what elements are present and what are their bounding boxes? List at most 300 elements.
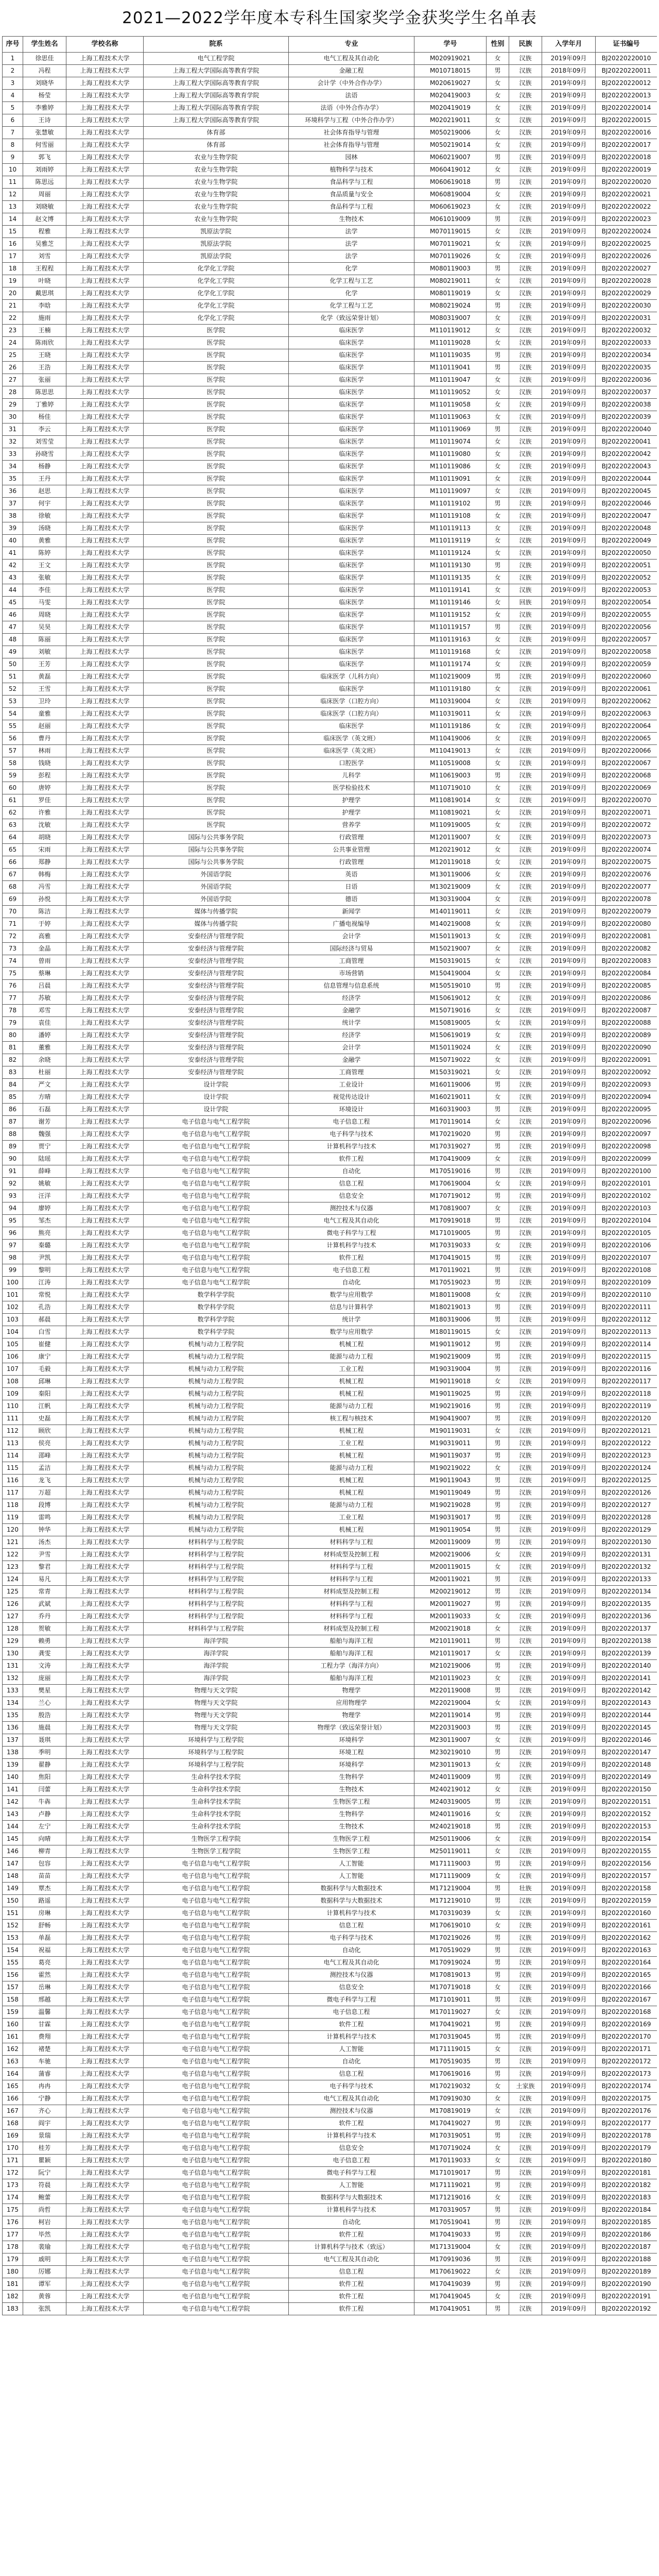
cell-major: 物理学: [289, 1685, 414, 1697]
cell-ethnicity: 汉族: [509, 683, 542, 696]
cell-school: 上海工程技术大学: [66, 1858, 144, 1870]
cell-department: 安泰经济与管理学院: [144, 1066, 289, 1079]
cell-department: 安泰经济与管理学院: [144, 1042, 289, 1054]
table-row: [3, 535, 657, 547]
cell-name: 赵文博: [23, 213, 66, 226]
cell-department: 医学院: [144, 349, 289, 362]
cell-name: 闫蕾: [23, 1784, 66, 1796]
cell-school: 上海工程技术大学: [66, 1487, 144, 1499]
cell-cert-no: BJ20220220145: [596, 1722, 657, 1734]
cell-department: 生命科学技术学院: [144, 1821, 289, 1833]
cell-student-id: M110119135: [414, 572, 487, 584]
cell-no: 147: [3, 1858, 23, 1870]
cell-major: 临床医学（英文班）: [289, 733, 414, 745]
cell-school: 上海工程技术大学: [66, 1079, 144, 1091]
cell-cert-no: BJ20220220100: [596, 1165, 657, 1178]
cell-no: 5: [3, 102, 23, 114]
cell-cert-no: BJ20220220143: [596, 1697, 657, 1709]
cell-major: 人工智能: [289, 2043, 414, 2056]
cell-cert-no: BJ20220220039: [596, 411, 657, 423]
cell-enroll-date: 2019年09月: [542, 1079, 596, 1091]
cell-student-id: M171119015: [414, 2043, 487, 2056]
cell-student-id: M170219026: [414, 1932, 487, 1944]
table-row: [3, 1388, 657, 1400]
table-row: [3, 1858, 657, 1870]
cell-department: 电子信息与电气工程学院: [144, 2204, 289, 2216]
cell-student-id: M170519029: [414, 1944, 487, 1957]
cell-enroll-date: 2019年09月: [542, 1969, 596, 1981]
cell-no: 58: [3, 757, 23, 770]
cell-department: 安泰经济与管理学院: [144, 968, 289, 980]
cell-department: 数学科学学院: [144, 1301, 289, 1314]
cell-cert-no: BJ20220220121: [596, 1425, 657, 1437]
cell-gender: 男: [487, 1499, 509, 1512]
cell-enroll-date: 2019年09月: [542, 1005, 596, 1017]
cell-no: 116: [3, 1475, 23, 1487]
cell-ethnicity: 汉族: [509, 1512, 542, 1524]
cell-major: 临床医学: [289, 349, 414, 362]
cell-cert-no: BJ20220220075: [596, 856, 657, 869]
cell-enroll-date: 2019年09月: [542, 2303, 596, 2315]
cell-major: 电气工程及其自动化: [289, 1957, 414, 1969]
table-row: [3, 943, 657, 955]
cell-student-id: M120119007: [414, 832, 487, 844]
cell-major: 计算机科学与技术: [289, 1240, 414, 1252]
cell-school: 上海工程技术大学: [66, 436, 144, 448]
cell-cert-no: BJ20220220158: [596, 1883, 657, 1895]
cell-no: 74: [3, 955, 23, 968]
cell-enroll-date: 2019年09月: [542, 386, 596, 399]
cell-ethnicity: 汉族: [509, 287, 542, 300]
cell-gender: 女: [487, 807, 509, 819]
cell-enroll-date: 2019年09月: [542, 151, 596, 164]
cell-student-id: M150819005: [414, 1017, 487, 1029]
cell-no: 181: [3, 2278, 23, 2291]
cell-department: 电子信息与电气工程学院: [144, 1858, 289, 1870]
header-gender: 性别: [487, 37, 509, 53]
cell-department: 医学院: [144, 485, 289, 498]
cell-name: 冯雪: [23, 881, 66, 893]
cell-school: 上海工程技术大学: [66, 2068, 144, 2080]
cell-school: 上海工程技术大学: [66, 362, 144, 374]
table-row: [3, 794, 657, 807]
cell-cert-no: BJ20220220018: [596, 151, 657, 164]
cell-department: 物理与天文学院: [144, 1685, 289, 1697]
cell-student-id: M110119152: [414, 609, 487, 621]
cell-school: 上海工程技术大学: [66, 733, 144, 745]
cell-cert-no: BJ20220220046: [596, 498, 657, 510]
cell-gender: 男: [487, 1450, 509, 1462]
cell-student-id: M020219011: [414, 114, 487, 127]
cell-enroll-date: 2019年09月: [542, 399, 596, 411]
cell-cert-no: BJ20220220187: [596, 2241, 657, 2253]
cell-department: 医学院: [144, 399, 289, 411]
cell-gender: 男: [487, 2019, 509, 2031]
cell-student-id: M180319006: [414, 1314, 487, 1326]
cell-ethnicity: 汉族: [509, 1289, 542, 1301]
table-row: [3, 1017, 657, 1029]
cell-major: 电子科学与技术: [289, 2080, 414, 2093]
cell-major: 临床医学: [289, 498, 414, 510]
cell-no: 100: [3, 1277, 23, 1289]
cell-student-id: M020419003: [414, 90, 487, 102]
table-row: [3, 1623, 657, 1635]
cell-no: 166: [3, 2093, 23, 2105]
cell-department: 电子信息与电气工程学院: [144, 1969, 289, 1981]
cell-gender: 男: [487, 2117, 509, 2130]
cell-school: 上海工程技术大学: [66, 1573, 144, 1586]
table-row: [3, 597, 657, 609]
cell-cert-no: BJ20220220123: [596, 1450, 657, 1462]
cell-name: 汤晓: [23, 522, 66, 535]
cell-gender: 女: [487, 658, 509, 671]
cell-gender: 男: [487, 151, 509, 164]
cell-enroll-date: 2019年09月: [542, 510, 596, 522]
cell-cert-no: BJ20220220080: [596, 918, 657, 930]
table-row: [3, 448, 657, 461]
cell-enroll-date: 2019年09月: [542, 1252, 596, 1264]
table-row: [3, 325, 657, 337]
cell-gender: 女: [487, 1697, 509, 1709]
cell-enroll-date: 2019年09月: [542, 646, 596, 658]
cell-cert-no: BJ20220220109: [596, 1277, 657, 1289]
cell-department: 安泰经济与管理学院: [144, 992, 289, 1005]
cell-name: 丁雅婷: [23, 399, 66, 411]
cell-cert-no: BJ20220220052: [596, 572, 657, 584]
cell-enroll-date: 2019年09月: [542, 1845, 596, 1858]
cell-enroll-date: 2019年09月: [542, 2130, 596, 2142]
cell-enroll-date: 2019年09月: [542, 2031, 596, 2043]
cell-school: 上海工程技术大学: [66, 930, 144, 943]
cell-department: 电子信息与电气工程学院: [144, 1240, 289, 1252]
cell-ethnicity: 汉族: [509, 1697, 542, 1709]
cell-gender: 男: [487, 1747, 509, 1759]
cell-name: 周丽: [23, 189, 66, 201]
cell-department: 机械与动力工程学院: [144, 1462, 289, 1475]
cell-major: 自动化: [289, 2216, 414, 2229]
cell-department: 电子信息与电气工程学院: [144, 2043, 289, 2056]
cell-no: 76: [3, 980, 23, 992]
cell-enroll-date: 2019年09月: [542, 411, 596, 423]
cell-ethnicity: 汉族: [509, 2142, 542, 2155]
cell-student-id: M180119008: [414, 1289, 487, 1301]
cell-student-id: M190319017: [414, 1512, 487, 1524]
cell-major: 船舶与海洋工程: [289, 1648, 414, 1660]
cell-major: 电子信息工程: [289, 1116, 414, 1128]
cell-name: 汤杰: [23, 1536, 66, 1549]
cell-department: 安泰经济与管理学院: [144, 930, 289, 943]
cell-student-id: M230219010: [414, 1747, 487, 1759]
cell-name: 左宁: [23, 1821, 66, 1833]
cell-ethnicity: 汉族: [509, 1153, 542, 1165]
cell-student-id: M140119011: [414, 906, 487, 918]
cell-no: 163: [3, 2056, 23, 2068]
cell-ethnicity: 汉族: [509, 1029, 542, 1042]
cell-gender: 男: [487, 1190, 509, 1202]
table-row: [3, 1722, 657, 1734]
cell-ethnicity: 汉族: [509, 176, 542, 189]
cell-no: 167: [3, 2105, 23, 2117]
cell-gender: 女: [487, 238, 509, 250]
cell-major: 计算机科学与技术: [289, 2204, 414, 2216]
cell-student-id: M171019005: [414, 1227, 487, 1240]
cell-major: 自动化: [289, 1277, 414, 1289]
cell-no: 164: [3, 2068, 23, 2080]
cell-no: 97: [3, 1240, 23, 1252]
cell-major: 核工程与核技术: [289, 1413, 414, 1425]
cell-name: 殷浩: [23, 1709, 66, 1722]
cell-major: 护理学: [289, 794, 414, 807]
cell-department: 电子信息与电气工程学院: [144, 1202, 289, 1215]
table-row: [3, 745, 657, 757]
cell-school: 上海工程技术大学: [66, 1598, 144, 1611]
cell-department: 外国语学院: [144, 893, 289, 906]
cell-department: 医学院: [144, 436, 289, 448]
cell-department: 设计学院: [144, 1104, 289, 1116]
cell-gender: 女: [487, 127, 509, 139]
cell-department: 凯原法学院: [144, 250, 289, 263]
cell-gender: 女: [487, 918, 509, 930]
cell-ethnicity: 汉族: [509, 213, 542, 226]
cell-name: 王文: [23, 560, 66, 572]
table-row: [3, 1351, 657, 1363]
cell-ethnicity: 汉族: [509, 189, 542, 201]
cell-student-id: M150319015: [414, 955, 487, 968]
cell-gender: 女: [487, 312, 509, 325]
cell-major: 自动化: [289, 2056, 414, 2068]
cell-cert-no: BJ20220220180: [596, 2155, 657, 2167]
cell-major: 电子信息工程: [289, 2006, 414, 2019]
cell-gender: 女: [487, 844, 509, 856]
cell-gender: 男: [487, 1252, 509, 1264]
cell-student-id: M080219011: [414, 275, 487, 287]
table-row: [3, 263, 657, 275]
cell-school: 上海工程技术大学: [66, 1512, 144, 1524]
cell-name: 孙晓雪: [23, 448, 66, 461]
cell-department: 上海工程大学国际高等教育学院: [144, 114, 289, 127]
cell-name: 廖婷: [23, 1202, 66, 1215]
cell-school: 上海工程技术大学: [66, 1524, 144, 1536]
cell-school: 上海工程技术大学: [66, 1363, 144, 1376]
cell-student-id: M080119003: [414, 263, 487, 275]
cell-no: 69: [3, 893, 23, 906]
cell-name: 刘雪: [23, 250, 66, 263]
cell-major: 临床医学: [289, 374, 414, 386]
cell-name: 覃杰: [23, 1883, 66, 1895]
cell-cert-no: BJ20220220179: [596, 2142, 657, 2155]
cell-ethnicity: 汉族: [509, 1648, 542, 1660]
cell-enroll-date: 2019年09月: [542, 683, 596, 696]
cell-major: 食品科学与工程: [289, 176, 414, 189]
cell-name: 孙悦: [23, 893, 66, 906]
cell-major: 信息工程: [289, 2266, 414, 2278]
cell-no: 148: [3, 1870, 23, 1883]
cell-gender: 男: [487, 1685, 509, 1697]
cell-cert-no: BJ20220220144: [596, 1709, 657, 1722]
cell-student-id: M170519041: [414, 2216, 487, 2229]
cell-enroll-date: 2019年09月: [542, 1202, 596, 1215]
cell-name: 赵思: [23, 485, 66, 498]
cell-student-id: M210119017: [414, 1648, 487, 1660]
cell-department: 电子信息与电气工程学院: [144, 2031, 289, 2043]
cell-major: 电气工程及其自动化: [289, 53, 414, 65]
cell-department: 物理与天文学院: [144, 1697, 289, 1709]
header-school: 学校名称: [66, 37, 144, 53]
cell-department: 电子信息与电气工程学院: [144, 2130, 289, 2142]
cell-department: 电子信息与电气工程学院: [144, 1907, 289, 1920]
cell-ethnicity: 汉族: [509, 584, 542, 597]
cell-cert-no: BJ20220220053: [596, 584, 657, 597]
cell-department: 数学科学学院: [144, 1314, 289, 1326]
cell-name: 樊星: [23, 1685, 66, 1697]
cell-major: 机械工程: [289, 1487, 414, 1499]
cell-major: 工业设计: [289, 1079, 414, 1091]
cell-enroll-date: 2019年09月: [542, 1128, 596, 1141]
cell-gender: 男: [487, 1858, 509, 1870]
cell-no: 159: [3, 2006, 23, 2019]
table-row: [3, 436, 657, 448]
cell-name: 牛犇: [23, 1796, 66, 1808]
cell-department: 医学院: [144, 733, 289, 745]
table-row: [3, 201, 657, 213]
cell-major: 信息工程: [289, 1920, 414, 1932]
cell-enroll-date: 2019年09月: [542, 2179, 596, 2192]
cell-enroll-date: 2019年09月: [542, 1066, 596, 1079]
cell-department: 材料科学与工程学院: [144, 1598, 289, 1611]
cell-ethnicity: 汉族: [509, 436, 542, 448]
cell-enroll-date: 2019年09月: [542, 176, 596, 189]
cell-school: 上海工程技术大学: [66, 1981, 144, 1994]
cell-student-id: M110819014: [414, 794, 487, 807]
table-row: [3, 2093, 657, 2105]
cell-ethnicity: 汉族: [509, 2204, 542, 2216]
cell-enroll-date: 2019年09月: [542, 1883, 596, 1895]
cell-enroll-date: 2019年09月: [542, 1573, 596, 1586]
cell-major: 环境科学: [289, 1734, 414, 1747]
cell-gender: 女: [487, 1648, 509, 1660]
cell-school: 上海工程技术大学: [66, 1932, 144, 1944]
cell-cert-no: BJ20220220026: [596, 250, 657, 263]
table-row: [3, 955, 657, 968]
cell-student-id: M190119018: [414, 1376, 487, 1388]
cell-student-id: M240119009: [414, 1771, 487, 1784]
cell-student-id: M150419004: [414, 968, 487, 980]
cell-enroll-date: 2019年09月: [542, 745, 596, 757]
cell-name: 柯岩: [23, 2216, 66, 2229]
cell-department: 国际与公共事务学院: [144, 856, 289, 869]
cell-department: 农业与生物学院: [144, 189, 289, 201]
cell-student-id: M190119054: [414, 1524, 487, 1536]
cell-student-id: M250119006: [414, 1833, 487, 1845]
cell-name: 唐婷: [23, 782, 66, 794]
cell-cert-no: BJ20220220022: [596, 201, 657, 213]
cell-name: 尚哲: [23, 2204, 66, 2216]
cell-no: 35: [3, 473, 23, 485]
cell-cert-no: BJ20220220183: [596, 2192, 657, 2204]
cell-ethnicity: 汉族: [509, 1079, 542, 1091]
cell-school: 上海工程技术大学: [66, 1289, 144, 1301]
table-row: [3, 1499, 657, 1512]
cell-gender: 女: [487, 943, 509, 955]
cell-name: 刘敏: [23, 646, 66, 658]
cell-gender: 女: [487, 893, 509, 906]
table-row: [3, 1734, 657, 1747]
table-row: [3, 980, 657, 992]
cell-major: 临床医学: [289, 646, 414, 658]
header-department: 院系: [144, 37, 289, 53]
cell-cert-no: BJ20220220130: [596, 1536, 657, 1549]
cell-no: 75: [3, 968, 23, 980]
cell-school: 上海工程技术大学: [66, 1425, 144, 1437]
cell-school: 上海工程技术大学: [66, 213, 144, 226]
cell-enroll-date: 2019年09月: [542, 349, 596, 362]
cell-major: 金融工程: [289, 65, 414, 77]
cell-gender: 女: [487, 436, 509, 448]
cell-gender: 男: [487, 1264, 509, 1277]
cell-major: 机械工程: [289, 1475, 414, 1487]
cell-name: 齐心: [23, 2105, 66, 2117]
cell-enroll-date: 2019年09月: [542, 164, 596, 176]
cell-gender: 男: [487, 560, 509, 572]
cell-school: 上海工程技术大学: [66, 1944, 144, 1957]
cell-enroll-date: 2019年09月: [542, 1017, 596, 1029]
cell-cert-no: BJ20220220058: [596, 646, 657, 658]
cell-cert-no: BJ20220220102: [596, 1190, 657, 1202]
cell-student-id: M160119006: [414, 1079, 487, 1091]
cell-department: 设计学院: [144, 1079, 289, 1091]
cell-major: 临床医学: [289, 683, 414, 696]
cell-gender: 女: [487, 226, 509, 238]
cell-department: 电子信息与电气工程学院: [144, 1128, 289, 1141]
cell-no: 140: [3, 1771, 23, 1784]
cell-school: 上海工程技术大学: [66, 337, 144, 349]
cell-enroll-date: 2019年09月: [542, 782, 596, 794]
cell-school: 上海工程技术大学: [66, 2278, 144, 2291]
table-row: [3, 621, 657, 634]
cell-name: 方晴: [23, 1091, 66, 1104]
cell-enroll-date: 2019年09月: [542, 1413, 596, 1425]
cell-student-id: M170819013: [414, 1969, 487, 1981]
table-row: [3, 770, 657, 782]
cell-student-id: M170619010: [414, 1920, 487, 1932]
cell-school: 上海工程技术大学: [66, 1165, 144, 1178]
cell-department: 医学院: [144, 522, 289, 535]
cell-major: 护理学: [289, 807, 414, 819]
cell-no: 23: [3, 325, 23, 337]
cell-ethnicity: 汉族: [509, 980, 542, 992]
cell-major: 信息安全: [289, 2142, 414, 2155]
cell-cert-no: BJ20220220033: [596, 337, 657, 349]
table-row: [3, 733, 657, 745]
cell-department: 电子信息与电气工程学院: [144, 2068, 289, 2080]
cell-department: 电气工程学院: [144, 53, 289, 65]
cell-name: 戚明: [23, 2253, 66, 2266]
cell-name: 费翔: [23, 2031, 66, 2043]
table-row: [3, 1883, 657, 1895]
cell-department: 海洋学院: [144, 1672, 289, 1685]
cell-cert-no: BJ20220220048: [596, 522, 657, 535]
cell-ethnicity: 汉族: [509, 696, 542, 708]
cell-ethnicity: 汉族: [509, 1895, 542, 1907]
cell-no: 54: [3, 708, 23, 720]
cell-name: 舒畅: [23, 1920, 66, 1932]
cell-department: 材料科学与工程学院: [144, 1573, 289, 1586]
cell-enroll-date: 2019年09月: [542, 1920, 596, 1932]
cell-no: 70: [3, 906, 23, 918]
cell-enroll-date: 2019年09月: [542, 436, 596, 448]
cell-name: 乔丹: [23, 1611, 66, 1623]
cell-gender: 女: [487, 374, 509, 386]
